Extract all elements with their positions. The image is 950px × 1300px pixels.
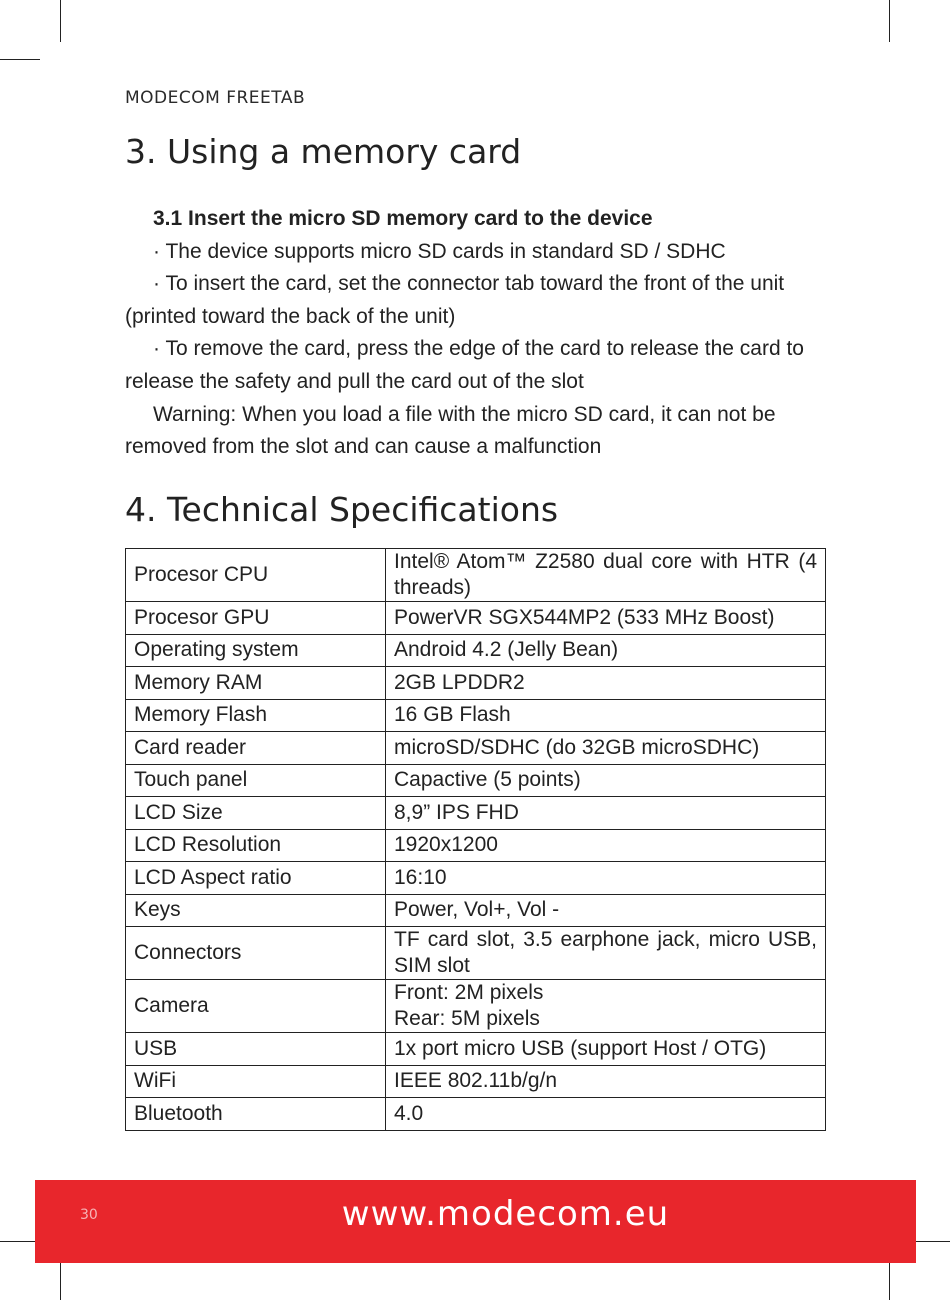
spec-value-line: 8,9” IPS FHD [394,800,519,824]
spec-row [126,1098,826,1131]
spec-value-line: Android 4.2 (Jelly Bean) [394,638,619,662]
spec-value [386,829,826,862]
spec-value [386,764,826,797]
spec-row [126,894,826,927]
spec-row [126,549,826,602]
spec-label: Operating system [126,634,386,667]
paragraph: · To insert the card, set the connector tab toward the front of the unit (printed toward the back of the unit) [125,272,785,328]
spec-row [126,1033,826,1066]
spec-label: Card reader [126,732,386,765]
spec-value [386,699,826,732]
section-3-body [125,203,827,464]
spec-value-line: 1920x1200 [394,833,498,857]
spec-value-line: 16 GB Flash [394,703,511,727]
spec-value [386,732,826,765]
spec-row [126,764,826,797]
crop-mark [60,0,61,42]
section-3-title: 3. Using a memory card [125,132,522,171]
paragraph: · To remove the card, press the edge of the card to release the card to release the safety and pull the card out of the slot [125,337,804,393]
spec-value-line: microSD/SDHC (do 32GB microSDHC) [394,735,760,759]
crop-mark [889,0,890,42]
spec-label: LCD Aspect ratio [126,862,386,895]
spec-value [386,634,826,667]
spec-value-line: 2GB LPDDR2 [394,670,525,694]
spec-value [386,797,826,830]
spec-value-line: Rear: 5M pixels [394,1007,540,1030]
spec-value [386,1098,826,1131]
specs-table [125,548,826,1131]
crop-mark [0,1241,40,1242]
spec-value [386,862,826,895]
spec-row [126,602,826,635]
spec-row [126,1065,826,1098]
spec-value [386,602,826,635]
spec-value-line: Intel® Atom™ Z2580 dual core with HTR (4 threads) [394,550,817,599]
spec-row [126,980,826,1033]
spec-value [386,667,826,700]
spec-row [126,732,826,765]
spec-value-line: 4.0 [394,1101,424,1125]
page-number: 30 [80,1207,98,1223]
section-3-subtitle: 3.1 Insert the micro SD memory card to the device [153,207,653,230]
spec-label: Bluetooth [126,1098,386,1131]
spec-value-line: Capactive (5 points) [394,768,581,792]
spec-label: LCD Resolution [126,829,386,862]
crop-mark [0,59,40,60]
spec-value-line: IEEE 802.11b/g/n [394,1069,558,1093]
spec-value [386,894,826,927]
spec-value [386,1033,826,1066]
spec-row [126,927,826,980]
spec-label: Connectors [126,927,386,980]
spec-label: Procesor GPU [126,602,386,635]
section-4-title: 4. Technical Specifications [125,490,559,529]
spec-label: Memory Flash [126,699,386,732]
crop-mark [60,1258,61,1300]
spec-row [126,862,826,895]
spec-value-line: 1x port micro USB (support Host / OTG) [394,1036,767,1060]
spec-value-line: Power, Vol+, Vol - [394,898,560,922]
spec-label: Procesor CPU [126,549,386,602]
spec-row [126,667,826,700]
footer-bar [35,1180,916,1263]
spec-label: Keys [126,894,386,927]
spec-label: WiFi [126,1065,386,1098]
warning-paragraph: Warning: When you load a file with the micro SD card, it can not be removed from the slot and can cause a malfunction [125,402,776,459]
paragraph: · The device supports micro SD cards in standard SD / SDHC [153,239,726,263]
spec-value-line: 16:10 [394,865,447,889]
spec-value-line: PowerVR SGX544MP2 (533 MHz Boost) [394,605,775,629]
spec-value [386,1065,826,1098]
spec-row [126,699,826,732]
spec-value [386,980,826,1033]
spec-label: Camera [126,980,386,1033]
spec-label: Touch panel [126,764,386,797]
footer-url[interactable]: www.modecom.eu [341,1194,670,1234]
spec-row [126,829,826,862]
spec-row [126,634,826,667]
spec-value [386,549,826,602]
spec-row [126,797,826,830]
header-brand: MODECOM FREETAB [125,88,306,108]
spec-label: Memory RAM [126,667,386,700]
crop-mark [889,1258,890,1300]
spec-label: USB [126,1033,386,1066]
spec-value [386,927,826,980]
crop-mark [910,1241,950,1242]
spec-value-line: Front: 2M pixels [394,981,544,1004]
spec-label: LCD Size [126,797,386,830]
spec-value-line: TF card slot, 3.5 earphone jack, micro USB, SIM slot [394,928,817,977]
